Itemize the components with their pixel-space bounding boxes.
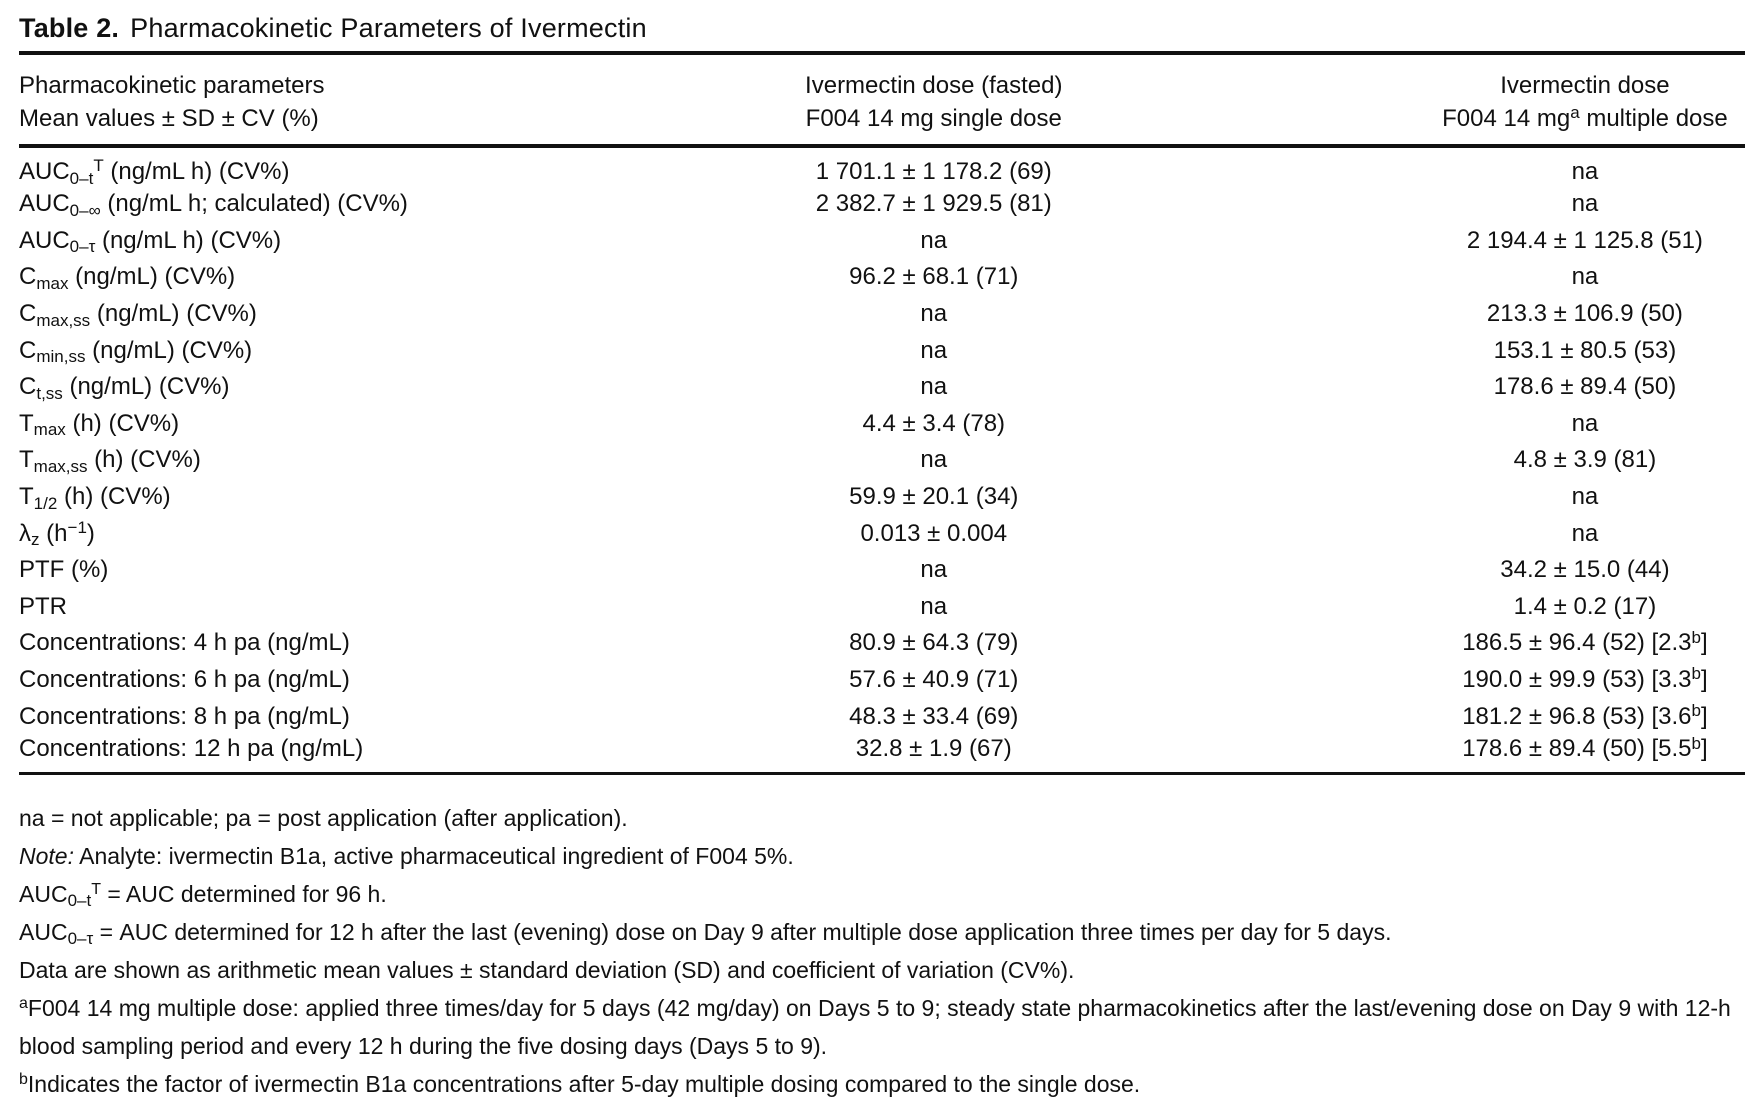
multiple-dose-value-cell: 181.2 ± 96.8 (53) [3.6$^b$] — [1462, 700, 1708, 730]
param-label-cell: $AUC_{0-\tau}$ (ng/mL h) (CV%) — [19, 226, 282, 257]
footnote: $AUC_{0-t}^T$ = AUC determined for 96 h. — [19, 880, 387, 911]
header-line: F004 14 $mg^a$ multiple dose — [1442, 103, 1728, 132]
single-dose-value-cell: na — [920, 336, 948, 364]
footnote: $AUC_{0-\tau}$ = AUC determined for 12 h after the last (evening) dose on Day 9 after multiple dose application three times per day for 5 days. — [19, 918, 1392, 949]
table-row — [19, 589, 1745, 626]
single-dose-value-cell: 80.9 ± 64.3 (79) — [849, 629, 1019, 657]
param-label-cell: $C_{t,ss}$ (ng/mL) (CV%) — [19, 373, 230, 403]
multiple-dose-value-cell: na — [1571, 483, 1599, 511]
single-dose-value-cell: na — [920, 592, 948, 620]
single-dose-value-cell: na — [920, 300, 948, 328]
param-label-cell: Concentrations: 8 h pa (ng/mL) — [19, 702, 350, 730]
table-row — [19, 442, 1745, 479]
param-label-cell: Concentrations: 12 h pa (ng/mL) — [19, 735, 364, 763]
param-label-cell: $C_{min,ss}$ (ng/mL) (CV%) — [19, 336, 253, 367]
footnote: $^b$Indicates the factor of ivermectin B1a concentrations after 5-day multiple dosing compared to the single dose. — [19, 1070, 1141, 1097]
table-row — [19, 146, 1745, 186]
table-row — [19, 369, 1745, 406]
table-row — [19, 406, 1745, 443]
header-line: Ivermectin dose (fasted) — [805, 72, 1063, 99]
single-dose-value-cell: 59.9 ± 20.1 (34) — [849, 483, 1019, 511]
table-row — [19, 223, 1745, 260]
header-line: Mean values ± SD ± CV (%) — [19, 105, 319, 132]
header-row — [19, 55, 1745, 146]
param-label-cell: $\lambda_z$ $(h^{-1})$ — [19, 518, 95, 550]
multiple-dose-value-cell: 178.6 ± 89.4 (50) — [1493, 373, 1677, 401]
table-row — [19, 296, 1745, 333]
header-line: F004 14 mg single dose — [805, 105, 1062, 132]
param-label-cell: $T_{max}$ (h) (CV%) — [19, 409, 180, 440]
multiple-dose-value-cell: 34.2 ± 15.0 (44) — [1500, 556, 1670, 584]
footnote: na = not applicable; pa = post application (after application). — [19, 804, 628, 831]
table-row — [19, 698, 1745, 735]
footnote: $^a$F004 14 mg multiple dose: applied three times/day for 5 days (42 mg/day) on Days 5 to 9; steady state pharmacokinetics after the last/evening dose on Day 9 with 12-h blood sampling period and every 12 h during the five dosing days (Days 5 to 9). — [19, 994, 1731, 1059]
param-label-cell: $T_{max,ss}$ (h) (CV%) — [19, 446, 201, 477]
multiple-dose-value-cell: 1.4 ± 0.2 (17) — [1513, 592, 1657, 620]
single-dose-value-cell: 48.3 ± 33.4 (69) — [849, 702, 1019, 730]
table-row — [19, 552, 1745, 589]
footnote: Data are shown as arithmetic mean values ± standard deviation (SD) and coefficient of variation (CV%). — [19, 956, 1075, 983]
single-dose-header-cell — [796, 55, 1072, 146]
table-row — [19, 662, 1745, 699]
multiple-dose-value-cell: 178.6 ± 89.4 (50) [5.5$^b$] — [1462, 733, 1708, 763]
table-row — [19, 186, 1745, 223]
table-row — [19, 515, 1745, 552]
table-title — [19, 0, 1745, 45]
param-label-cell: $C_{max}$ (ng/mL) (CV%) — [19, 263, 236, 294]
multiple-dose-value-cell: na — [1571, 519, 1599, 547]
param-label-cell: $AUC_{0-\infty}$ (ng/mL h; calculated) (CV%) — [19, 190, 408, 220]
footnotes — [19, 775, 1745, 1103]
table-row — [19, 735, 1745, 772]
param-label-cell: $T_{1/2}$ (h) (CV%) — [19, 483, 171, 513]
table-row — [19, 259, 1745, 296]
param-label-cell: $AUC_{0-t}^T$ (ng/mL h) (CV%) — [19, 156, 290, 188]
single-dose-value-cell: 0.013 ± 0.004 — [860, 519, 1008, 547]
single-dose-value-cell: 32.8 ± 1.9 (67) — [855, 735, 1012, 763]
multiple-dose-value-cell: 4.8 ± 3.9 (81) — [1513, 446, 1657, 474]
pk-table — [19, 55, 1745, 772]
table-title-label: Table 2. — [19, 13, 120, 43]
table-body — [19, 146, 1745, 772]
multiple-dose-value-cell: 213.3 ± 106.9 (50) — [1486, 300, 1683, 328]
table-row — [19, 625, 1745, 662]
single-dose-value-cell: 2 382.7 ± 1 929.5 (81) — [815, 190, 1052, 218]
table-title-text: Pharmacokinetic Parameters of Ivermectin — [130, 13, 647, 43]
param-header-cell — [19, 55, 796, 146]
param-label-cell: PTF (%) — [19, 556, 109, 584]
multiple-dose-value-cell: na — [1571, 158, 1599, 185]
multiple-dose-value-cell: na — [1571, 190, 1599, 218]
single-dose-value-cell: na — [920, 556, 948, 584]
param-label-cell: $C_{max,ss}$ (ng/mL) (CV%) — [19, 300, 257, 330]
table-row — [19, 479, 1745, 516]
multiple-dose-value-cell: na — [1571, 263, 1599, 291]
param-label-cell: PTR — [19, 592, 67, 620]
single-dose-value-cell: 57.6 ± 40.9 (71) — [849, 666, 1019, 694]
single-dose-value-cell: na — [920, 226, 948, 254]
multiple-dose-value-cell: 186.5 ± 96.4 (52) [2.3$^b$] — [1462, 627, 1708, 657]
multiple-dose-value-cell: 190.0 ± 99.9 (53) [3.3$^b$] — [1462, 664, 1708, 694]
header-line: Pharmacokinetic parameters — [19, 72, 325, 99]
header-line: Ivermectin dose — [1500, 72, 1670, 99]
multiple-dose-value-cell: 2 194.4 ± 1 125.8 (51) — [1466, 226, 1703, 254]
single-dose-value-cell: na — [920, 373, 948, 401]
single-dose-value-cell: 4.4 ± 3.4 (78) — [862, 409, 1006, 437]
table-row — [19, 332, 1745, 369]
multiple-dose-header-cell — [1072, 55, 1745, 146]
param-label-cell: Concentrations: 6 h pa (ng/mL) — [19, 666, 350, 694]
single-dose-value-cell: na — [920, 446, 948, 474]
footnote: Note: Analyte: ivermectin B1a, active pharmaceutical ingredient of F004 5%. — [19, 842, 794, 869]
multiple-dose-value-cell: 153.1 ± 80.5 (53) — [1493, 336, 1677, 364]
param-label-cell: Concentrations: 4 h pa (ng/mL) — [19, 629, 350, 657]
single-dose-value-cell: 96.2 ± 68.1 (71) — [849, 263, 1019, 291]
single-dose-value-cell: 1 701.1 ± 1 178.2 (69) — [815, 158, 1052, 185]
multiple-dose-value-cell: na — [1571, 409, 1599, 437]
